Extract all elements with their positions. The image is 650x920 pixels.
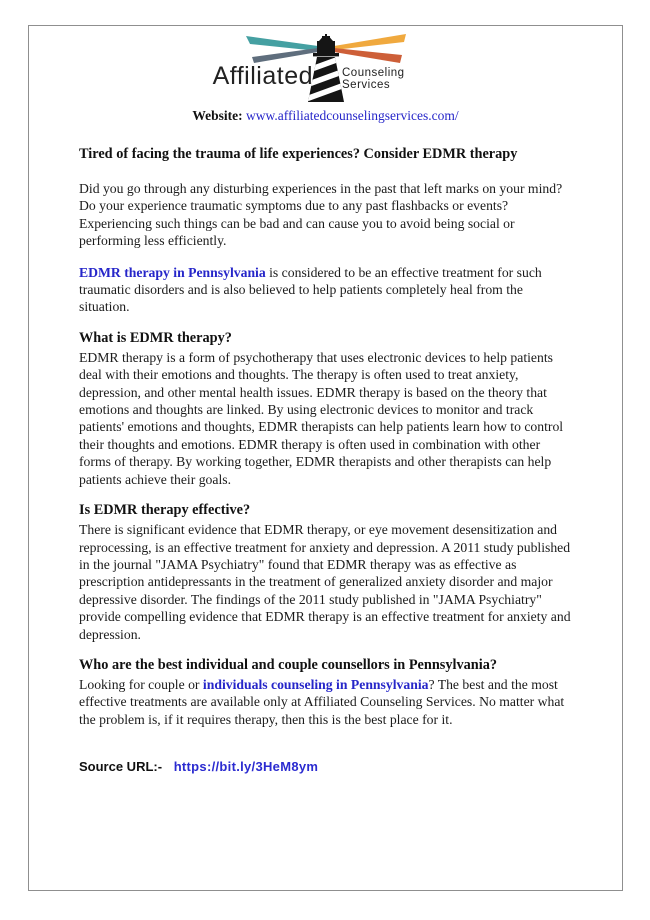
logo [29, 34, 622, 104]
individuals-counseling-link[interactable]: individuals counseling in Pennsylvania [202, 676, 429, 692]
section-body-is-edmr-effective: There is significant evidence that EDMR therapy, or eye movement desensitization and reprocessing, is an effective treatment for anxiety and depression. A 2011 study published in the journal "JAMA Psychiatry" found that EDMR therapy was as effective as prescription antidepressants in the treatment of generalized anxiety disorder and major depressive disorder. The findings of the 2011 study published in "JAMA Psychiatry" provide compelling evidence that EDMR therapy is an effective treatment for anxiety and depression. [79, 522, 571, 642]
source-url-label: Source URL:- [79, 759, 163, 775]
website-url-link[interactable]: www.affiliatedcounselingservices.com/ [246, 108, 459, 123]
counsellors-text-pre: Looking for couple or [79, 676, 203, 692]
counsellors-text-post: ? The best and the most effective treatments are available only at Affiliated Counseling Services. No matter what the problem is, if it requires therapy, then this is the best place for it. [79, 676, 565, 727]
section-body-what-is-edmr: EDMR therapy is a form of psychotherapy that uses electronic devices to help patients deal with their emotions and thoughts. The therapy is often used to treat anxiety, depression, and other mental health issues. EDMR therapy is based on the theory that emotions and thoughts are linked. By using electronic devices to monitor and track patients' emotions and thoughts, EDMR therapists can help patients learn how to control their thoughts and emotions. EDMR therapy is often used in combination with other forms of therapy. By working together, EDMR therapists and other therapists can help patients achieve their goals. [79, 349, 564, 487]
source-url-line [79, 759, 574, 774]
website-line [29, 107, 622, 124]
section-heading-what-is-edmr: What is EDMR therapy? [79, 329, 232, 346]
edmr-pennsylvania-link[interactable]: EDMR therapy in Pennsylvania [79, 264, 266, 280]
page-title: Tired of facing the trauma of life experiences? Consider EDMR therapy [79, 146, 518, 162]
logo-tagline-line1: Counseling [341, 67, 405, 79]
lighthouse-logo-icon [156, 34, 496, 104]
document-body [29, 145, 622, 774]
section-heading-best-counsellors: Who are the best individual and couple counsellors in Pennsylvania? [79, 656, 497, 673]
beam-left-top-icon [246, 36, 318, 51]
treatment-paragraph [79, 264, 574, 316]
website-label: Website: [192, 108, 243, 123]
treatment-paragraph-text: is considered to be an effective treatment for such traumatic disorders and is also believed to help patients completely heal from the situation. [79, 264, 542, 315]
beam-right-top-icon [334, 34, 406, 50]
page-sheet [28, 25, 623, 891]
section-body-best-counsellors [79, 676, 574, 728]
logo-tagline-line2: Services [341, 79, 390, 91]
source-url-link[interactable]: https://bit.ly/3HeM8ym [173, 759, 319, 775]
beam-left-bottom-icon [252, 48, 318, 63]
beam-right-bottom-icon [334, 48, 402, 63]
intro-paragraph: Did you go through any disturbing experiences in the past that left marks on your mind? Do your experience traumatic symptoms due to any past flashbacks or events? Experiencing such things can be bad and can cause you to avoid being social or performing less efficiently. [79, 181, 563, 249]
logo-brand-text: Affiliated [212, 62, 313, 90]
section-heading-is-edmr-effective: Is EDMR therapy effective? [79, 502, 251, 519]
